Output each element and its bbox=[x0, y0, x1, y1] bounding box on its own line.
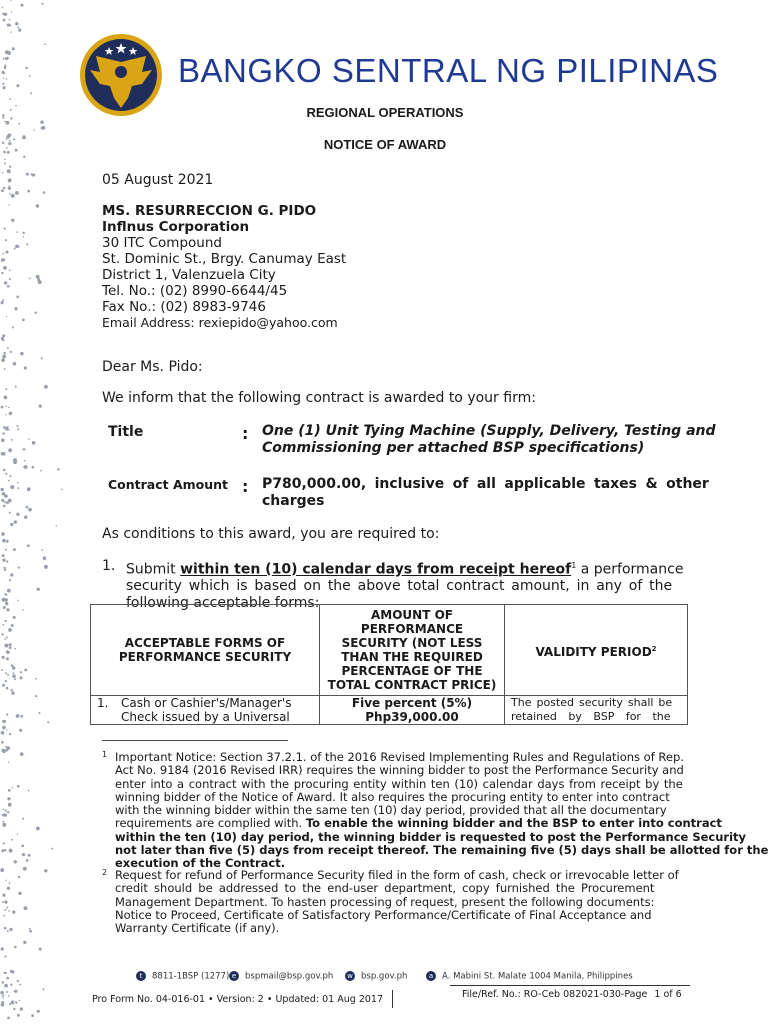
footnote-line: requirements are complied with. bbox=[115, 816, 306, 831]
page-number: 1 of 6 bbox=[654, 989, 682, 1000]
document-title: NOTICE OF AWARD bbox=[323, 137, 447, 152]
intro-paragraph: We inform that the following contract is awarded to your firm: bbox=[102, 390, 536, 406]
recipient-address-line: District 1, Valenzuela City bbox=[102, 267, 276, 283]
validity-cell bbox=[505, 696, 688, 725]
bank-name: BANGKO SENTRAL NG PILIPINAS bbox=[178, 52, 719, 89]
conditions-intro: As conditions to this award, you are required to: bbox=[102, 526, 440, 542]
recipient-name: MS. RESURRECCION G. PIDO bbox=[102, 203, 317, 219]
item-1-deadline: within ten (10) calendar days from receipt hereof bbox=[180, 561, 572, 578]
validity-header-text: VALIDITY PERIOD bbox=[535, 644, 652, 659]
footer-email-text: bspmail@bsp.gov.ph bbox=[245, 971, 334, 982]
validity-line: retained by BSP for the bbox=[511, 710, 671, 723]
form-number: Pro Form No. 04-016-01 • Version: 2 • Updated: 01 Aug 2017 bbox=[92, 994, 383, 1005]
footnote-line: Act No. 9184 (2016 Revised IRR) requires the winning bidder to post the Performance Security and bbox=[115, 763, 684, 778]
recipient-tel: Tel. No.: (02) 8990-6644/45 bbox=[102, 283, 288, 299]
footnote-line: Request for refund of Performance Security filed in the form of cash, check or irrevocable letter of bbox=[115, 868, 679, 882]
footer-rule bbox=[450, 985, 690, 986]
title-label: Title bbox=[108, 424, 144, 440]
footnote-number: 1 bbox=[102, 750, 108, 759]
footnote-line: credit should be addressed to the end-user department, copy furnished the Procurement bbox=[115, 881, 655, 896]
form-line: Check issued by a Universal bbox=[121, 710, 290, 724]
table-row bbox=[91, 696, 688, 725]
validity-line: The posted security shall be bbox=[511, 696, 673, 709]
amount-colon: : bbox=[242, 477, 249, 496]
footnote-emphasis: To enable the winning bidder and the BSP to enter into contract bbox=[305, 816, 722, 831]
contract-title-value bbox=[262, 423, 716, 457]
recipient-email: Email Address: rexiepido@yahoo.com bbox=[102, 315, 338, 330]
column-header-amount: AMOUNT OF PERFORMANCE SECURITY (NOT LESS THAN THE REQUIRED PERCENTAGE OF THE TOTAL CONTRACT PRICE) bbox=[320, 605, 505, 696]
footer-phone-text: 8811-1BSP (1277) bbox=[152, 971, 230, 982]
footer-address bbox=[426, 971, 633, 982]
contract-title-line: Commissioning per attached BSP specifications) bbox=[262, 440, 645, 456]
amount-line: Five percent (5%) bbox=[351, 696, 473, 710]
contract-title-line: One (1) Unit Tying Machine (Supply, Delivery, Testing and bbox=[262, 423, 716, 439]
footnote-line: Important Notice: Section 37.2.1. of the 2016 Revised Implementing Rules and Regulations of Rep. bbox=[115, 750, 684, 764]
form-line: Cash or Cashier's/Manager's bbox=[121, 696, 292, 710]
item-1-pre: Submit bbox=[126, 561, 181, 578]
item-1-post: a performance bbox=[576, 561, 684, 578]
footnote-line: with the winning bidder within the same ten (10) day period, provided that all the documentary bbox=[115, 803, 667, 818]
letter-date: 05 August 2021 bbox=[102, 172, 214, 188]
footnote-line: Warranty Certificate (if any). bbox=[115, 921, 280, 936]
contract-amount-line: charges bbox=[262, 493, 325, 509]
footer-divider bbox=[392, 990, 393, 1008]
file-reference-text: File/Ref. No.: RO-Ceb 082021-030-Page bbox=[462, 989, 648, 1000]
recipient-fax: Fax No.: (02) 8983-9746 bbox=[102, 299, 266, 315]
amount-cell bbox=[320, 696, 505, 725]
contract-amount-line: P780,000.00, inclusive of all applicable taxes & other bbox=[262, 476, 709, 492]
footnote-number: 2 bbox=[102, 868, 108, 877]
form-cell bbox=[91, 696, 320, 725]
footnote-emphasis: not later than five (5) days from receipt thereof. The remaining five (5) days shall be allotted for the bbox=[115, 843, 769, 858]
item-1-line: following acceptable forms: bbox=[126, 594, 320, 611]
recipient-address-line: 30 ITC Compound bbox=[102, 235, 222, 251]
footnote-line: Management Department. To hasten processing of request, present the following documents: bbox=[115, 894, 655, 909]
contract-amount-value bbox=[262, 476, 709, 510]
footnote-ref-1: 1 bbox=[571, 561, 577, 570]
footer-web bbox=[345, 971, 407, 982]
footer-phone bbox=[136, 971, 229, 982]
location-icon: a bbox=[426, 971, 436, 981]
footnote-line: Notice to Proceed, Certificate of Satisfactory Performance/Certificate of Final Acceptance and bbox=[115, 907, 652, 922]
table-header-row bbox=[91, 605, 688, 696]
recipient-address-line: St. Dominic St., Brgy. Canumay East bbox=[102, 251, 347, 267]
footnote-line: enter into a contract with the procuring entity within ten (10) calendar days from receipt by the bbox=[115, 776, 683, 791]
title-colon: : bbox=[242, 424, 249, 443]
salutation: Dear Ms. Pido: bbox=[102, 359, 203, 375]
footnote-emphasis: within the ten (10) day period, the winning bidder is requested to post the Performance Security bbox=[115, 829, 747, 844]
email-icon: e bbox=[229, 971, 239, 981]
department-heading: REGIONAL OPERATIONS bbox=[306, 105, 464, 120]
recipient-company: Inflnus Corporation bbox=[102, 219, 250, 235]
file-reference bbox=[462, 989, 682, 1000]
footnote-ref-2: 2 bbox=[651, 644, 657, 653]
performance-security-table bbox=[90, 604, 688, 725]
column-header-validity bbox=[505, 605, 688, 696]
footnote-line: winning bidder of the Notice of Award. It also requires the procuring entity to enter into contract bbox=[115, 789, 670, 804]
item-number: 1. bbox=[102, 558, 116, 574]
web-icon: w bbox=[345, 971, 355, 981]
footnote-separator bbox=[102, 740, 288, 741]
row-number: 1. bbox=[97, 696, 109, 710]
amount-line: Php39,000.00 bbox=[365, 710, 459, 724]
contract-amount-label: Contract Amount bbox=[108, 477, 229, 492]
recipient-block bbox=[102, 203, 346, 331]
footer-email bbox=[229, 971, 333, 982]
footer-web-text: bsp.gov.ph bbox=[361, 971, 408, 982]
footer-address-text: A. Mabini St. Malate 1004 Manila, Philippines bbox=[442, 971, 633, 982]
footnote-2 bbox=[115, 869, 682, 935]
dotted-border-decoration bbox=[0, 0, 90, 1024]
column-header-forms: ACCEPTABLE FORMS OF PERFORMANCE SECURITY bbox=[91, 605, 320, 696]
phone-icon: t bbox=[136, 971, 146, 981]
item-1-line: security which is based on the above total contract amount, in any of the bbox=[126, 578, 673, 595]
footnote-1 bbox=[115, 750, 769, 871]
footnote-emphasis: execution of the Contract. bbox=[115, 856, 286, 871]
